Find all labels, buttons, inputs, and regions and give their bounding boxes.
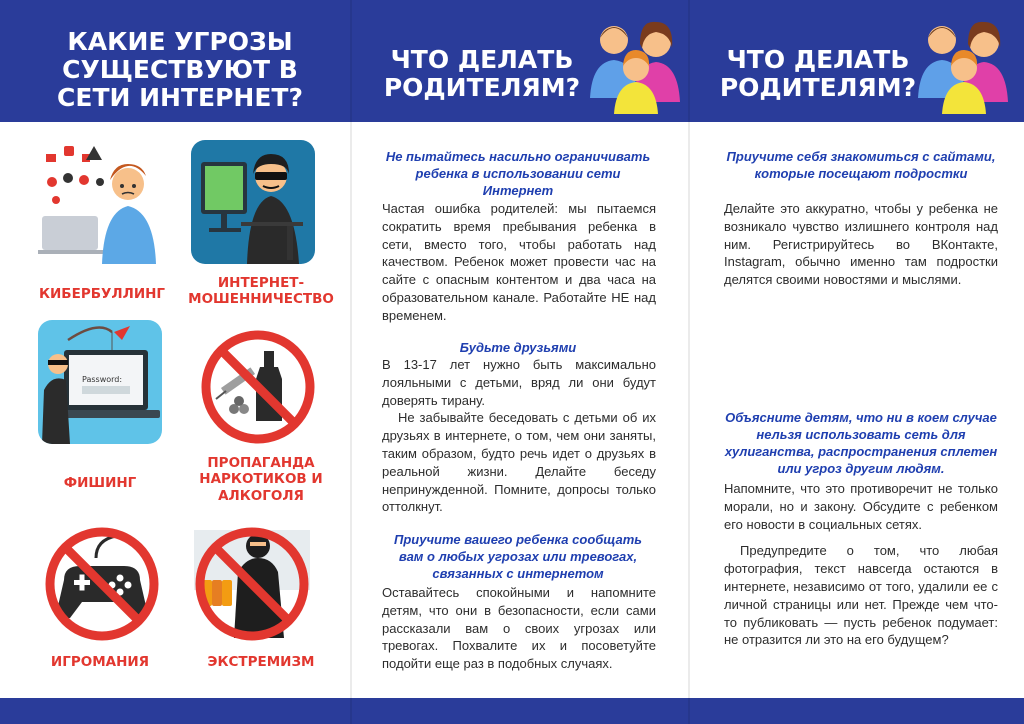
section-heading: Объясните детям, что ни в коем случае нельзя использовать сеть для хулиганства, распространения сплетен или угроз другим людям. [724, 410, 998, 477]
section-paragraph: Не забывайте беседовать с детьми об их друзьях в интернете, о том, чем они заняты, таким образом, будто речь идет о друзьях в реальной жизни. Делайте беседу непринужденной. Помните, допросы только оттолкнут. [382, 410, 656, 515]
section-paragraph: Напомните, что это противоречит не только морали, но и закону. Обсудите с ребенком его новости в социальных сетях. [724, 481, 998, 532]
section-heading: Не пытайтесь насильно ограничивать ребенка в использовании сети Интернет [385, 149, 651, 199]
threat-label-extremism: ЭКСТРЕМИЗМ [207, 654, 315, 670]
section-paragraph: В 13-17 лет нужно быть максимально лояльными с детьми, вряд ли они будут доверять тирану. [382, 357, 656, 408]
threat-label-cyberbullying: КИБЕРБУЛЛИНГ [38, 286, 166, 302]
no-drugs-alcohol-icon [196, 325, 320, 449]
footer-band [0, 698, 1024, 724]
password-field-label: Password: [82, 375, 123, 384]
phishing-illustration [38, 320, 162, 444]
section-heading: Приучите себя знакомиться с сайтами, которые посещают подростки [726, 149, 996, 182]
family-icon [912, 18, 1024, 114]
parents-title-2: ЧТО ДЕЛАТЬ РОДИТЕЛЯМ? [719, 45, 917, 102]
no-extremism-icon [190, 522, 314, 646]
threats-title: КАКИЕ УГРОЗЫ СУЩЕСТВУЮТ В СЕТИ ИНТЕРНЕТ? [57, 27, 303, 112]
section-body [724, 480, 998, 649]
threat-label-drugs-alcohol: ПРОПАГАНДА НАРКОТИКОВ И АЛКОГОЛЯ [199, 455, 323, 504]
hacker-illustration [191, 140, 315, 264]
cyberbullying-illustration [38, 140, 162, 264]
threat-label-internet-fraud: ИНТЕРНЕТ-МОШЕННИЧЕСТВО [188, 275, 334, 308]
section-paragraph: Предупредите о том, что любая фотография, текст навсегда остаются в интернете, независимо от того, удалили ее с личной страницы или нет. Прежде чем что-то публиковать — пусть ребенок подумает: не отразится ли это на его будущем? [724, 543, 998, 648]
panel-fold-1 [350, 0, 352, 724]
threat-label-gaming-addiction: ИГРОМАНИЯ [50, 654, 150, 670]
section-paragraph: Оставайтесь спокойными и напомните детям, что они в безопасности, если сами рассказали вам о своих угрозах или тревогах. Похвалите их и посоветуйте подойти еще раз в подобных случаях. [382, 585, 656, 672]
section-paragraph: Делайте это аккуратно, чтобы у ребенка не возникало чувство излишнего контроля над ним. Регистрируйтесь во ВКонтакте, Instagram, обычно именно там подростки делятся своими новостями и мыслями. [724, 201, 998, 288]
threat-label-phishing: ФИШИНГ [63, 475, 137, 491]
parents-title-1: ЧТО ДЕЛАТЬ РОДИТЕЛЯМ? [383, 45, 581, 102]
section-body [382, 584, 656, 673]
section-paragraph: Частая ошибка родителей: мы пытаемся сократить время пребывания ребенка в сети, вместо того, чтобы работать над качеством. Ребенок может провести час на сайте с опасным контентом и два часа на образовательном канале. Работайте НЕ над временем. [382, 201, 656, 323]
no-gaming-icon [40, 522, 164, 646]
section-body [724, 200, 998, 289]
section-body [382, 200, 656, 325]
section-heading: Приучите вашего ребенка сообщать вам о любых угрозах или тревогах, связанных с интернетом [394, 532, 642, 582]
section-body [382, 356, 656, 516]
section-heading: Будьте друзьями [459, 340, 577, 355]
family-icon [584, 18, 696, 114]
